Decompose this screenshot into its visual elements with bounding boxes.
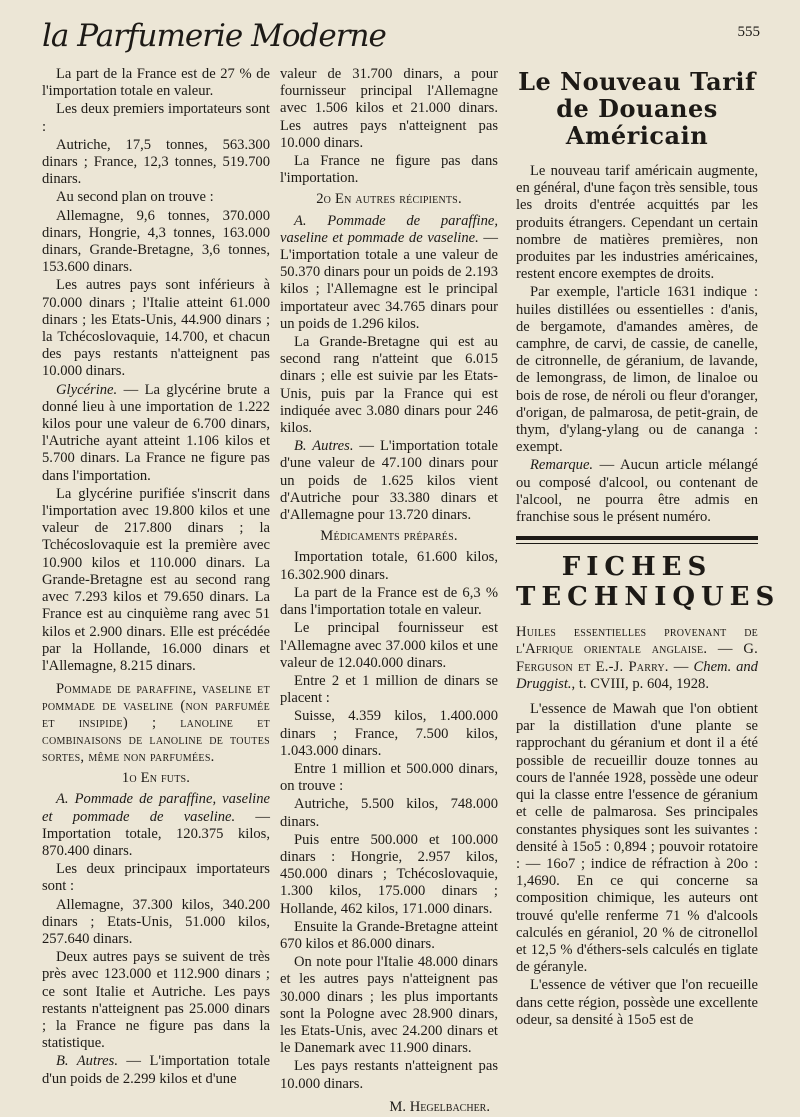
paragraph: Entre 1 million et 500.000 dinars, on trouve : <box>280 760 498 795</box>
section-divider <box>516 536 758 544</box>
paragraph: La Grande-Bretagne qui est au second rang n'atteint que 6.015 dinars ; elle est suivie par les Etats-Unis, puis par la France qui est indiquée avec 3.080 dinars pour 246 kilos. <box>280 334 498 437</box>
reference <box>516 624 758 693</box>
run-in-label: A. Pommade de paraffine, vaseline et pommade de vaseline. <box>42 791 270 825</box>
journal-name: Chem. and Druggist. <box>516 658 758 692</box>
paragraph: valeur de 31.700 dinars, a pour fournisseur principal l'Allemagne avec 1.506 kilos et 21.000 dinars. Les autres pays n'atteignent pas 10.000 dinars. <box>280 66 498 151</box>
paragraph <box>516 457 758 526</box>
paragraph-text: — Importation totale, 120.375 kilos, 870.400 dinars. <box>42 808 270 859</box>
page-header <box>40 14 760 58</box>
paragraph-text: — Aucun article mélangé ou composé d'alcool, ou contenant de l'alcool, ne pourra être admis en franchise sous le présent numéro. <box>516 457 758 526</box>
subheading: 1o En futs. <box>121 770 191 787</box>
paragraph: Les pays restants n'atteignent pas 10.000 dinars. <box>280 1058 498 1092</box>
paragraph: Puis entre 500.000 et 100.000 dinars : Hongrie, 2.957 kilos, 450.000 dinars ; Tchécoslovaquie, 1.300 kilos, 175.000 dinars ; Hollande, 462 kilos, 171.000 dinars. <box>280 831 498 917</box>
paragraph: On note pour l'Italie 48.000 dinars et les autres pays n'atteignent pas 30.000 dinars ; les plus importants sont la Pologne avec 28.900 dinars, les Etats-Unis, avec 24.200 dinars et le Danemark avec 11.900 dinars. <box>280 954 498 1057</box>
article-title: Le Nouveau Tarif de Douanes Américain <box>518 67 756 150</box>
paragraph <box>42 1053 270 1087</box>
subheading: 2o En autres récipients. <box>316 191 462 208</box>
paragraph: Autriche, 17,5 tonnes, 563.300 dinars ; France, 12,3 tonnes, 519.700 dinars. <box>42 136 270 188</box>
paragraph-text: — L'importation totale d'une valeur de 47.100 dinars pour un poids de 1.625 kilos vient d'Autriche pour 33.380 dinars et d'Allemagne pour 13.720 dinars. <box>280 438 498 524</box>
paragraph: Allemagne, 9,6 tonnes, 370.000 dinars, Hongrie, 4,3 tonnes, 163.000 dinars, Grande-Bretagne, 3,6 tonnes, 153.600 dinars. <box>42 207 270 276</box>
run-in-label: Glycérine. <box>56 381 118 398</box>
column-2 <box>280 66 498 1117</box>
paragraph: Au second plan on trouve : <box>56 189 214 206</box>
paragraph: La France ne figure pas dans l'importation. <box>280 153 498 187</box>
paragraph: Entre 2 et 1 million de dinars se placent : <box>280 672 498 707</box>
reference-text: Huiles essentielles provenant de l'Afrique orientale anglaise. — G. Ferguson et E.-J. Parry. — <box>516 624 758 675</box>
paragraph <box>280 438 498 524</box>
section-title: FICHES TECHNIQUES <box>516 552 781 613</box>
reference-end: , t. CVIII, p. 604, 1928. <box>571 675 709 692</box>
paragraph: L'essence de Mawah que l'on obtient par la distillation d'une plante se rapprochant du géranium et dont il a été possible de recueillir douze tonnes au cours de l'année 1928, possède une odeur qui la classe entre l'essence de géranium et celle de palmarosa. Ses principales constantes physiques sont les suivantes : densité à 15o5 : 0,894 ; pouvoir rotatoire : — 16o7 ; indice de réfraction à 20o : 1,4690. En ce qui concerne sa composition chimique, les auteurs ont trouvé qu'elle renferme 71 % d'alcools calculés en géraniol, 20 % de citronellol et 12,5 % d'éthers-sels calculés en tiglate de géranyle. <box>516 701 758 976</box>
paragraph: Suisse, 4.359 kilos, 1.400.000 dinars ; France, 7.500 kilos, 1.043.000 dinars. <box>280 708 498 759</box>
paragraph <box>42 791 270 860</box>
paragraph: Ensuite la Grande-Bretagne atteint 670 kilos et 86.000 dinars. <box>280 918 498 952</box>
paragraph: Importation totale, 61.600 kilos, 16.302.900 dinars. <box>280 549 498 583</box>
author-signature: M. Hegelbacher. <box>389 1098 490 1115</box>
paragraph: Par exemple, l'article 1631 indique : huiles distillées ou essentielles : d'anis, de bergamote, d'amandes amères, de camphre, de carvi, de cassie, de canelle, de citronnelle, de géranium, de lavande, de lemongrass, de limon, de linaloe ou bois de rose, de néroli ou fleur d'oranger, d'origan, de palmarosa, de petit-grain, de thym, d'ylang-ylang ou de cananga : exempt. <box>516 284 758 456</box>
paragraph: Autriche, 5.500 kilos, 748.000 dinars. <box>280 796 498 830</box>
magazine-title: la Parfumerie Moderne <box>42 18 386 54</box>
paragraph-text: — L'importation totale d'un poids de 2.299 kilos et d'une <box>42 1053 270 1087</box>
paragraph: Les deux principaux importateurs sont : <box>42 861 270 895</box>
subheading: Médicaments préparés. <box>320 528 458 545</box>
paragraph: La part de la France est de 27 % de l'importation totale en valeur. <box>42 66 270 100</box>
paragraph: La part de la France est de 6,3 % dans l'importation totale en valeur. <box>280 584 498 619</box>
paragraph: Allemagne, 37.300 kilos, 340.200 dinars ; Etats-Unis, 51.000 kilos, 257.640 dinars. <box>42 896 270 947</box>
paragraph <box>280 213 498 333</box>
paragraph: Les autres pays sont inférieurs à 70.000 dinars ; l'Italie atteint 61.000 dinars ; les Etats-Unis, 44.900 dinars ; la Tchécoslovaquie, 14.700, et chacun des pays restants n'atteignent pas 10.000 dinars. <box>42 277 270 380</box>
run-in-label: Remarque. <box>530 457 594 474</box>
paragraph: Deux autres pays se suivent de très près avec 123.000 et 112.900 dinars ; ce sont Italie et Autriche. Les pays restants n'atteignent pas 25.000 dinars ; la France ne figure pas dans la statistique. <box>42 949 270 1052</box>
paragraph: Les deux premiers importateurs sont : <box>42 101 270 135</box>
paragraph: Le principal fournisseur est l'Allemagne avec 37.000 kilos et une valeur de 12.040.000 dinars. <box>280 620 498 671</box>
paragraph: L'essence de vétiver que l'on recueille dans cette région, possède une excellente odeur, sa densité à 15o5 est de <box>516 977 758 1028</box>
paragraph: La glycérine purifiée s'inscrit dans l'importation avec 19.800 kilos et une valeur de 217.800 dinars ; la Tchécoslovaquie est la première avec 10.900 kilos et 110.000 dinars. La Grande-Bretagne est au second rang avec 7.293 kilos et 79.650 dinars. La France est au cinquième rang avec 51 kilos et 2.900 dinars. Elle est précédée par la Hollande, 16.000 dinars et l'Allemagne, 8.215 dinars. <box>42 485 270 674</box>
paragraph: Le nouveau tarif américain augmente, en général, d'une façon très sensible, tous les droits d'entrée acquittés par les produits étrangers. Cependant un certain nombre de matières premières, non produites par les industries américaines, restent encore exemptes de droits. <box>516 163 758 283</box>
page-number: 555 <box>737 24 760 40</box>
paragraph-text: — La glycérine brute a donné lieu à une importation de 1.222 kilos pour une valeur de 6.700 dinars, l'Autriche ayant atteint 1.106 kilos et 5.700 dinars. La France ne figure pas dans l'importation. <box>42 381 270 484</box>
paragraph-glycerine <box>42 382 270 485</box>
section-heading: Pommade de paraffine, vaseline et pommade de vaseline (non parfumée et insipide) ; lanoline et combinaisons de lanoline de toutes sortes, même non parfumées. <box>42 681 270 766</box>
run-in-label: B. Autres. <box>56 1053 118 1070</box>
column-1 <box>42 66 270 1089</box>
paragraph-text: — L'importation totale a une valeur de 50.370 dinars pour un poids de 2.193 kilos ; l'Allemagne est le principal importateur avec 34.765 dinars pour un poids de 1.296 kilos. <box>280 229 499 332</box>
run-in-label: A. Pommade de paraffine, vaseline et pommade de vaseline. <box>280 212 498 246</box>
run-in-label: B. Autres. <box>294 438 354 455</box>
column-3 <box>516 66 781 1030</box>
